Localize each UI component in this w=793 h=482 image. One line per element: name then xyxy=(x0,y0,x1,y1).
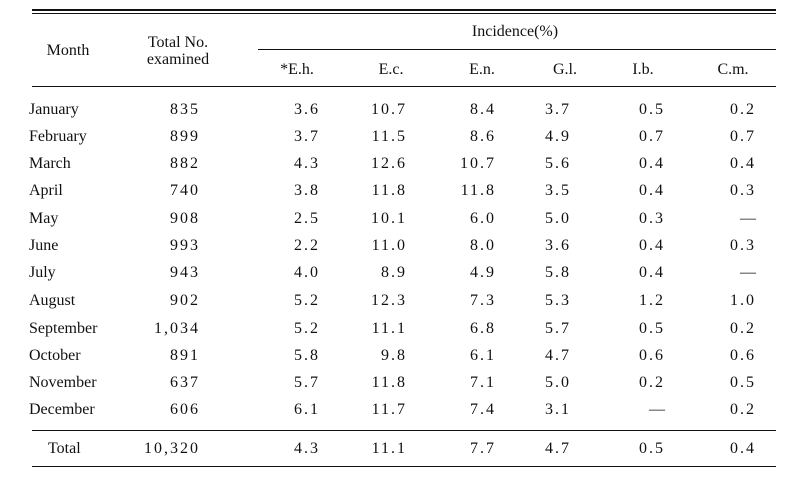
row-value-col-4: 5.0 xyxy=(545,210,571,227)
row-value-col-1: 5.8 xyxy=(294,347,320,364)
header-col-ib: I.b. xyxy=(632,61,654,78)
row-value-col-1: 2.2 xyxy=(294,237,320,254)
row-value-col-2: 10.1 xyxy=(371,210,407,227)
row-value-col-6: 0.5 xyxy=(730,374,756,391)
row-value-col-1: 3.6 xyxy=(294,101,320,118)
row-month: October xyxy=(29,347,81,364)
row-value-col-6: 0.2 xyxy=(730,401,756,418)
row-value-col-4: 3.7 xyxy=(545,101,571,118)
row-value-col-4: 5.8 xyxy=(545,264,571,281)
row-value-col-5: 0.4 xyxy=(639,182,665,199)
total-row-value-col-4: 4.7 xyxy=(545,440,571,457)
row-value-col-4: 5.6 xyxy=(545,155,571,172)
row-value-col-6: — xyxy=(740,210,756,227)
row-total-examined: 943 xyxy=(170,264,200,281)
row-value-col-3: 6.1 xyxy=(470,347,496,364)
row-value-col-1: 5.2 xyxy=(294,320,320,337)
row-value-col-5: 0.3 xyxy=(639,210,665,227)
row-value-col-2: 11.8 xyxy=(371,374,407,391)
row-value-col-5: 0.4 xyxy=(639,155,665,172)
row-value-col-2: 12.3 xyxy=(371,292,407,309)
row-value-col-3: 10.7 xyxy=(460,155,496,172)
row-total-examined: 902 xyxy=(170,292,200,309)
row-value-col-4: 5.7 xyxy=(545,320,571,337)
row-value-col-5: 0.4 xyxy=(639,237,665,254)
row-value-col-5: — xyxy=(649,401,665,418)
row-value-col-4: 4.7 xyxy=(545,347,571,364)
row-value-col-1: 4.3 xyxy=(294,155,320,172)
row-month: December xyxy=(29,401,95,418)
row-value-col-4: 4.9 xyxy=(545,128,571,145)
row-value-col-6: 0.7 xyxy=(730,128,756,145)
row-total-examined: 835 xyxy=(170,101,200,118)
row-value-col-4: 3.1 xyxy=(545,401,571,418)
row-month: November xyxy=(29,374,97,391)
total-row-value-col-3: 7.7 xyxy=(470,440,496,457)
row-month: January xyxy=(29,101,79,118)
row-value-col-5: 1.2 xyxy=(639,292,665,309)
header-month: Month xyxy=(46,42,90,59)
row-value-col-3: 7.1 xyxy=(470,374,496,391)
row-total-examined: 899 xyxy=(170,128,200,145)
table-top-rule-outer xyxy=(32,9,776,11)
row-month: March xyxy=(29,155,71,172)
table-top-rule-inner xyxy=(32,13,776,14)
row-value-col-4: 5.0 xyxy=(545,374,571,391)
row-value-col-1: 3.7 xyxy=(294,128,320,145)
row-month: February xyxy=(29,128,87,145)
row-value-col-6: 0.3 xyxy=(730,182,756,199)
row-value-col-4: 3.6 xyxy=(545,237,571,254)
row-month: August xyxy=(29,292,76,309)
row-total-examined: 637 xyxy=(170,374,200,391)
row-value-col-2: 11.7 xyxy=(371,401,407,418)
row-value-col-2: 11.5 xyxy=(371,128,407,145)
row-value-col-5: 0.2 xyxy=(639,374,665,391)
row-value-col-6: 0.2 xyxy=(730,320,756,337)
row-value-col-6: 0.3 xyxy=(730,237,756,254)
row-value-col-3: 7.3 xyxy=(470,292,496,309)
row-value-col-3: 6.0 xyxy=(470,210,496,227)
header-incidence: Incidence(%) xyxy=(471,23,559,40)
row-total-examined: 882 xyxy=(170,155,200,172)
total-row-label: Total xyxy=(48,440,81,457)
row-month: April xyxy=(29,182,63,199)
header-bottom-rule xyxy=(32,86,776,87)
total-row-value-col-2: 11.1 xyxy=(371,440,407,457)
row-value-col-5: 0.5 xyxy=(639,101,665,118)
row-value-col-3: 8.4 xyxy=(470,101,496,118)
total-row-value-col-1: 4.3 xyxy=(294,440,320,457)
row-value-col-6: — xyxy=(740,264,756,281)
row-value-col-5: 0.7 xyxy=(639,128,665,145)
header-total-line1: Total No. xyxy=(147,34,209,51)
header-col-gl: G.l. xyxy=(553,61,577,78)
total-row-rule xyxy=(32,430,776,431)
row-value-col-3: 7.4 xyxy=(470,401,496,418)
row-value-col-4: 3.5 xyxy=(545,182,571,199)
row-value-col-2: 10.7 xyxy=(371,101,407,118)
row-total-examined: 993 xyxy=(170,237,200,254)
row-value-col-3: 8.0 xyxy=(470,237,496,254)
row-value-col-5: 0.5 xyxy=(639,320,665,337)
row-value-col-3: 6.8 xyxy=(470,320,496,337)
row-month: September xyxy=(29,320,98,337)
header-total-line2: examined xyxy=(146,51,210,68)
row-value-col-2: 11.1 xyxy=(371,320,407,337)
row-value-col-1: 2.5 xyxy=(294,210,320,227)
incidence-header-rule xyxy=(258,49,776,50)
row-value-col-3: 8.6 xyxy=(470,128,496,145)
table-bottom-rule xyxy=(32,466,776,467)
row-month: May xyxy=(29,210,59,227)
row-value-col-6: 0.2 xyxy=(730,101,756,118)
header-col-eh: *E.h. xyxy=(280,61,314,78)
row-value-col-1: 4.0 xyxy=(294,264,320,281)
row-value-col-5: 0.6 xyxy=(639,347,665,364)
row-total-examined: 740 xyxy=(170,182,200,199)
header-col-ec: E.c. xyxy=(378,61,404,78)
row-value-col-3: 4.9 xyxy=(470,264,496,281)
row-value-col-2: 12.6 xyxy=(371,155,407,172)
row-month: July xyxy=(29,264,56,281)
total-row-value-col-5: 0.5 xyxy=(639,440,665,457)
row-value-col-6: 0.6 xyxy=(730,347,756,364)
total-row-examined: 10,320 xyxy=(144,440,200,457)
row-value-col-2: 9.8 xyxy=(381,347,407,364)
total-row-value-col-6: 0.4 xyxy=(730,440,756,457)
header-col-en: E.n. xyxy=(469,61,495,78)
row-value-col-1: 5.2 xyxy=(294,292,320,309)
header-col-cm: C.m. xyxy=(717,61,749,78)
row-total-examined: 891 xyxy=(170,347,200,364)
row-value-col-2: 8.9 xyxy=(381,264,407,281)
row-value-col-2: 11.0 xyxy=(371,237,407,254)
row-value-col-3: 11.8 xyxy=(460,182,496,199)
row-value-col-4: 5.3 xyxy=(545,292,571,309)
row-value-col-6: 0.4 xyxy=(730,155,756,172)
row-month: June xyxy=(29,237,59,254)
row-value-col-2: 11.8 xyxy=(371,182,407,199)
row-value-col-1: 6.1 xyxy=(294,401,320,418)
row-total-examined: 908 xyxy=(170,210,200,227)
row-value-col-5: 0.4 xyxy=(639,264,665,281)
row-value-col-6: 1.0 xyxy=(730,292,756,309)
row-total-examined: 1,034 xyxy=(154,320,200,337)
row-value-col-1: 3.8 xyxy=(294,182,320,199)
row-value-col-1: 5.7 xyxy=(294,374,320,391)
row-total-examined: 606 xyxy=(170,401,200,418)
